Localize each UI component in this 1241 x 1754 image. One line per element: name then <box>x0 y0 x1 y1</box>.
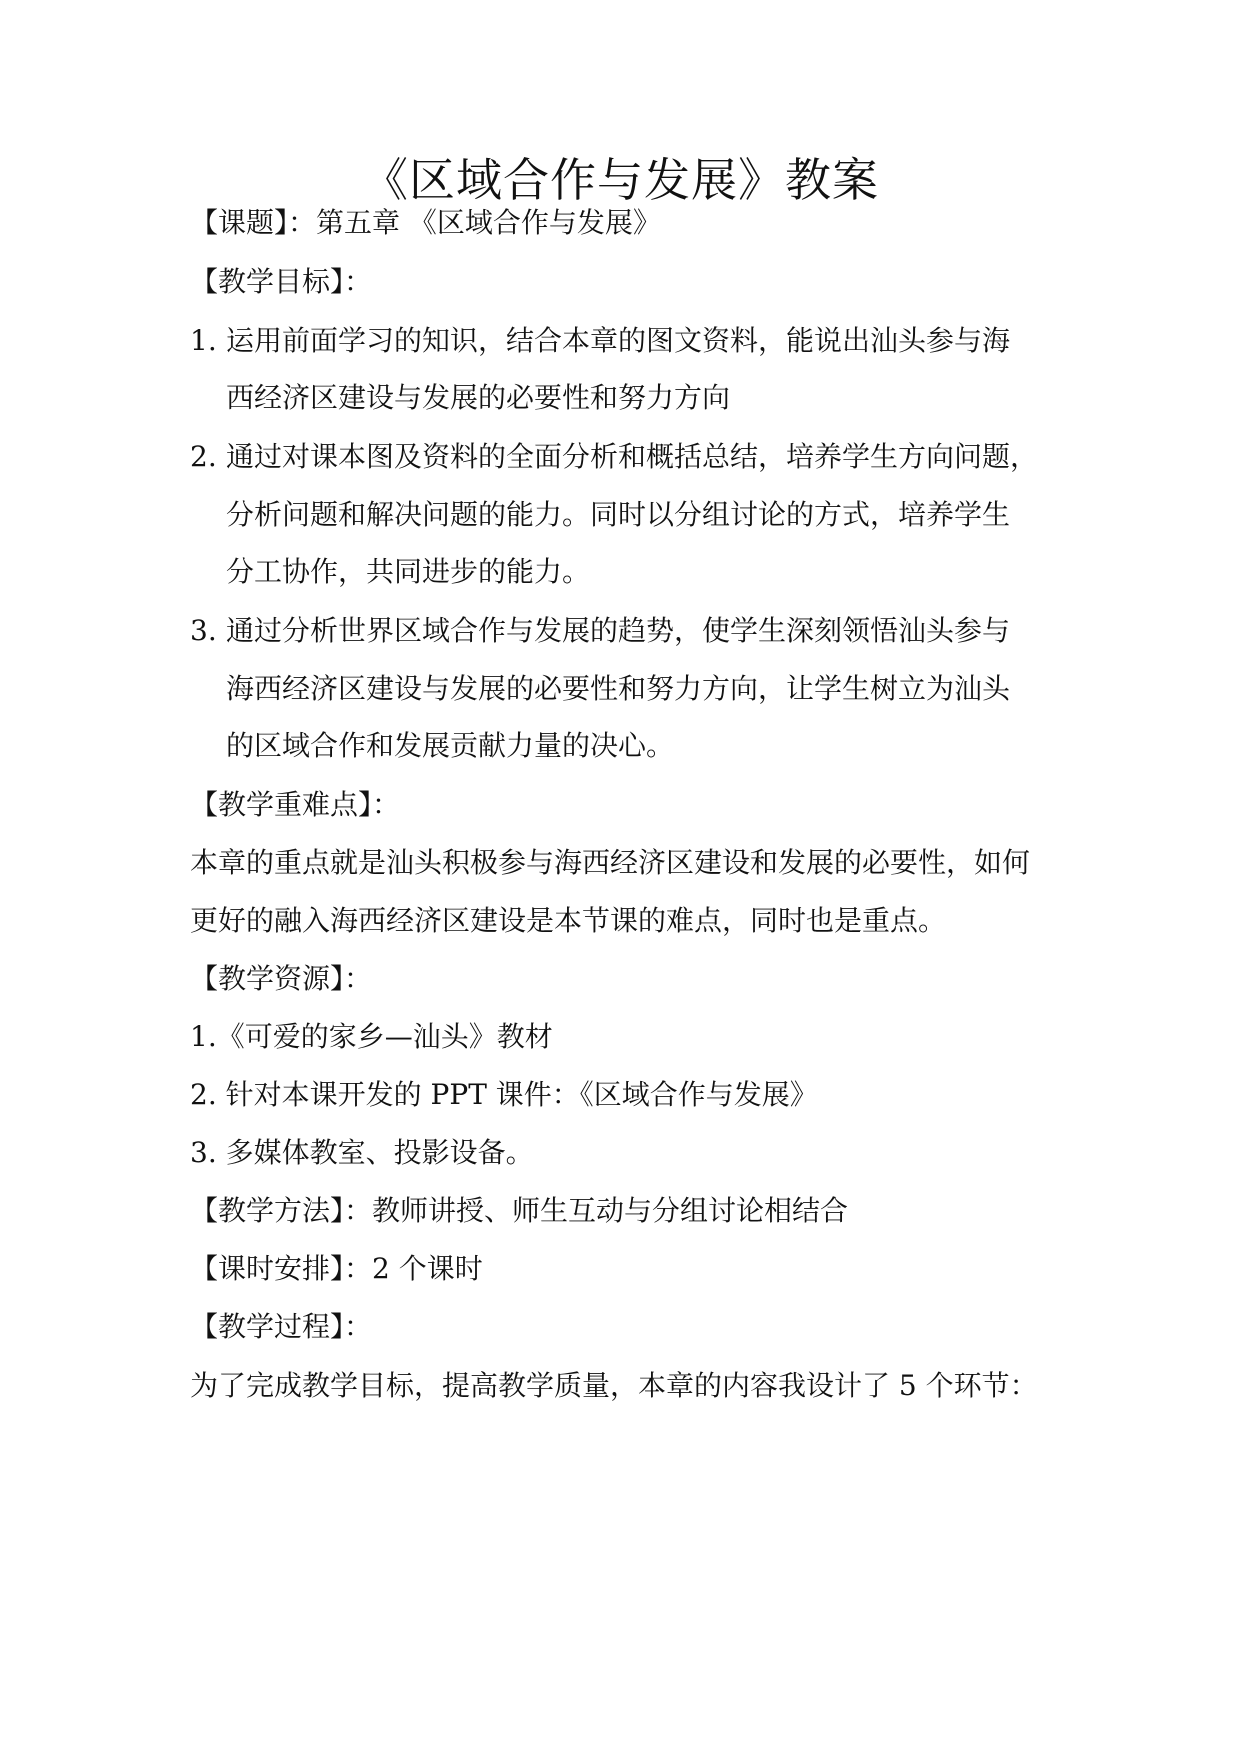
document-title: 《区域合作与发展》教案 <box>362 153 879 207</box>
objective-item-2-line-2: 分析问题和解决问题的能力。同时以分组讨论的方式，培养学生 <box>226 498 1011 531</box>
objectives-heading: 【教学目标】： <box>190 265 373 298</box>
objective-item-3-line-2: 海西经济区建设与发展的必要性和努力方向，让学生树立为汕头 <box>226 672 1011 705</box>
objective-item-2-line-1 <box>190 437 1070 477</box>
objective-item-1-text: 运用前面学习的知识，结合本章的图文资料，能说出汕头参与海 <box>226 324 1011 357</box>
objective-item-1-number: 1. <box>190 324 217 357</box>
objective-item-2-line-3: 分工协作，共同进步的能力。 <box>226 555 591 588</box>
objective-item-2-text: 通过对课本图及资料的全面分析和概括总结，培养学生方向问题， <box>226 440 1039 473</box>
resource-item-2: 2. 针对本课开发的 PPT 课件：《区域合作与发展》 <box>190 1078 818 1111</box>
schedule-line: 【课时安排】：2 个课时 <box>190 1252 483 1285</box>
key-points-line-1: 本章的重点就是汕头积极参与海西经济区建设和发展的必要性，如何 <box>190 846 1031 879</box>
topic-line: 【课题】：第五章 《区域合作与发展》 <box>190 206 661 239</box>
objective-item-3-line-3: 的区域合作和发展贡献力量的决心。 <box>226 729 675 762</box>
objective-item-3-line-1 <box>190 611 1070 651</box>
objective-item-3-number: 3. <box>190 614 217 647</box>
key-points-heading: 【教学重难点】： <box>190 788 401 821</box>
process-heading: 【教学过程】： <box>190 1310 373 1343</box>
resource-item-3: 3. 多媒体教室、投影设备。 <box>190 1136 534 1169</box>
objective-item-1-line-1 <box>190 321 1070 361</box>
resource-item-1: 1.《可爱的家乡—汕头》教材 <box>190 1020 553 1053</box>
objective-item-3-text: 通过分析世界区域合作与发展的趋势，使学生深刻领悟汕头参与 <box>226 614 1011 647</box>
resources-heading: 【教学资源】： <box>190 962 373 995</box>
objective-item-2-number: 2. <box>190 440 217 473</box>
methods-line: 【教学方法】：教师讲授、师生互动与分组讨论相结合 <box>190 1194 849 1227</box>
key-points-line-2: 更好的融入海西经济区建设是本节课的难点，同时也是重点。 <box>190 904 947 937</box>
process-intro: 为了完成教学目标，提高教学质量，本章的内容我设计了 5 个环节： <box>190 1369 1038 1402</box>
objective-item-1-line-2: 西经济区建设与发展的必要性和努力方向 <box>226 381 731 414</box>
